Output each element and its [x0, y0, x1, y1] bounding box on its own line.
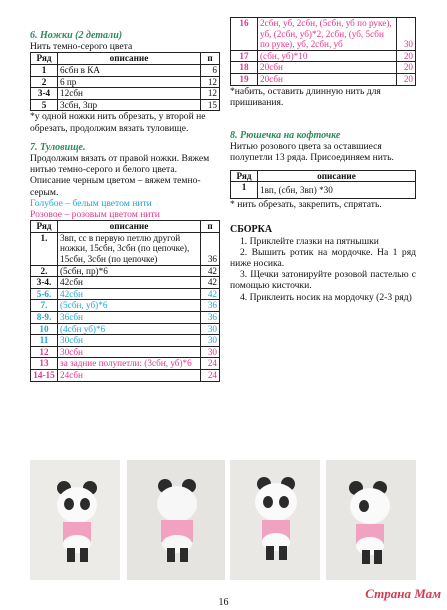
header-desc-col: описание [258, 170, 416, 182]
table-header [231, 170, 416, 182]
section-8-title: 8. Рюшечка на кофточке [230, 129, 341, 141]
section-7-paragraph-1: Продолжим вязать от правой ножки. Вяжем нитью темно-серого и белого цвета. [30, 152, 210, 176]
panda-photo-2 [127, 460, 225, 580]
section-6-title: 6. Ножки (2 детали) [30, 30, 123, 41]
section-8-table [230, 170, 416, 200]
panda-side-icon [230, 460, 320, 580]
table-row: 3-4 12сбн 12 [31, 88, 220, 100]
table-row: 2. (5сбн, пр)*6 42 [31, 265, 220, 277]
assembly-step-2: 2. Вышить ротик на мордочке. На 1 ряд ниже носика. [230, 246, 416, 269]
table-row: 18 20сбн 20 [231, 62, 416, 74]
panda-photo-3 [230, 460, 320, 580]
right-column [230, 17, 416, 303]
section-6-intro: Нить темно-серого цвета [30, 41, 133, 53]
table-row: 10 (4сбн уб)*6 30 [31, 323, 220, 335]
assembly-title: СБОРКА [230, 224, 273, 236]
table-row: 3-4. 42сбн 42 [31, 277, 220, 289]
table-row: 5 3сбн, 3пр 15 [31, 99, 220, 111]
left-column [30, 30, 220, 382]
header-count-col: п [201, 53, 220, 65]
photo-strip [30, 460, 416, 580]
header-desc-col: описание [58, 221, 201, 233]
table-header [31, 221, 220, 233]
header-row-col: Ряд [231, 170, 258, 182]
section-8-note: * нить обрезать, закрепить, спрятать. [230, 199, 382, 211]
assembly-step-4: 4. Приклеить носик на мордочку (2-3 ряд) [240, 291, 412, 303]
table-row: 17 (сбн, уб)*10 20 [231, 50, 416, 62]
section-7-title: 7. Туловище. [30, 141, 86, 153]
panda-profile-icon [326, 460, 416, 580]
panda-photo-4 [326, 460, 416, 580]
panda-front-icon [30, 460, 120, 580]
section-7-final-note: *набить, оставить длинную нить для пришивания. [230, 85, 381, 108]
table-row: 16 2сбн, уб, 2сбн, (5сбн, уб по руке), уб, (2сбн, уб)*2, 2сбн, (уб, 5сбн по руке), уб, 2сбн, уб 30 [231, 18, 416, 51]
section-7-blue-legend: Голубое – белым цветом нити [30, 197, 152, 209]
table-row: 2 6 пр 12 [31, 76, 220, 88]
section-6-note: *у одной ножки нить обрезать, у второй не обрезать, продолжим вязать туловище. [30, 111, 206, 134]
table-row: 1. 3вп, сс в первую петлю другой ножки, 15сбн, 3сбн (по цепочке), 15сбн, 3сбн (по цепочке) 36 [31, 232, 220, 265]
section-8-intro: Нитью розового цвета за оставшиеся полупетли 13 ряда. Присоединяем нить. [230, 141, 394, 164]
section-6-table [30, 52, 220, 111]
table-row: 7. (5сбн, уб)*6 36 [31, 300, 220, 312]
assembly-step-1: 1. Приклейте глазки на пятнышки [240, 235, 379, 247]
section-7-paragraph-2: Описание черным цветом – вяжем темно-серым. [30, 175, 201, 198]
table-row: 14-15 24сбн 24 [31, 369, 220, 381]
table-row: 5-6. 42сбн 42 [31, 288, 220, 300]
table-row: 1 6сбн в КА 6 [31, 65, 220, 77]
table-row: 8-9. 36сбн 36 [31, 311, 220, 323]
site-watermark-logo: Страна Мам [365, 586, 441, 601]
panda-photo-1 [30, 460, 120, 580]
table-row: 12 30сбн 30 [31, 346, 220, 358]
assembly-step-3: 3. Щечки затонируйте розовой пастелью с помощью кисточки. [230, 269, 416, 292]
page-number: 16 [218, 597, 229, 608]
table-header [31, 53, 220, 65]
section-7-table-continued [230, 17, 416, 86]
section-7-table [30, 220, 220, 381]
table-row: 19 20сбн 20 [231, 73, 416, 85]
table-row: 13 за задние полупетли: (3сбн, уб)*6 24 [31, 358, 220, 370]
header-desc-col: описание [58, 53, 201, 65]
panda-back-icon [127, 460, 225, 580]
table-row: 11 30сбн 30 [31, 335, 220, 347]
header-row-col: Ряд [31, 221, 58, 233]
section-7-pink-legend: Розовое – розовым цветом нити [30, 209, 160, 220]
table-row: 1 1вп, (сбн, 3вп) *30 [231, 182, 416, 199]
header-count-col: п [201, 221, 220, 233]
header-row-col: Ряд [31, 53, 58, 65]
